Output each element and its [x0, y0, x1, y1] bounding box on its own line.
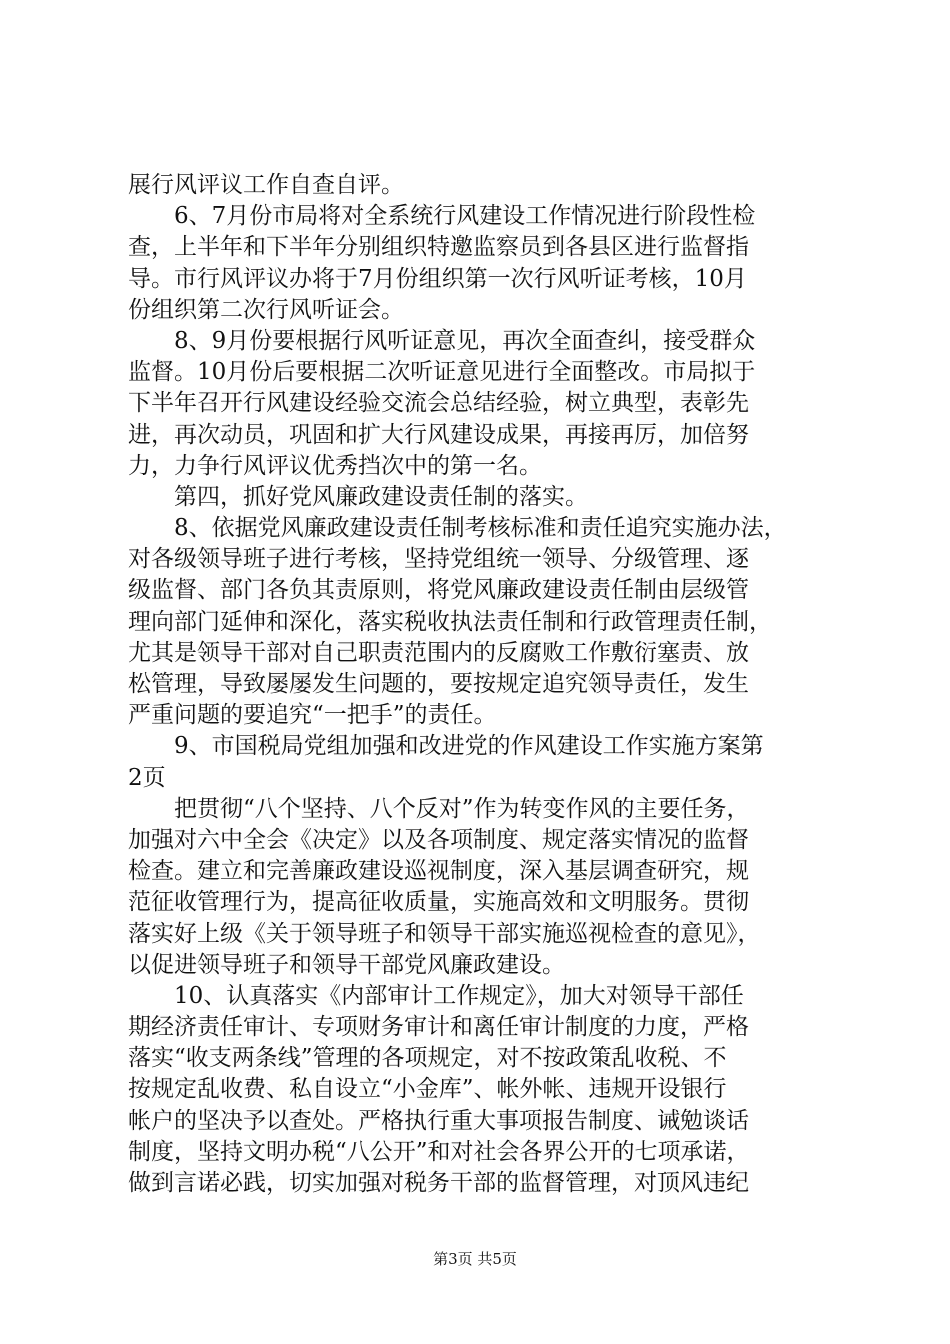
- text-line: 查，上半年和下半年分别组织特邀监察员到各县区进行监督指: [128, 234, 749, 261]
- text-line: 以促进领导班子和领导干部党风廉政建设。: [128, 951, 565, 978]
- text-line: 2页: [128, 764, 166, 791]
- text-line: 检查。建立和完善廉政建设巡视制度，深入基层调查研究，规: [128, 858, 749, 885]
- page-footer: [0, 1249, 950, 1269]
- text-line: 尤其是领导干部对自己职责范围内的反腐败工作敷衍塞责、放: [128, 639, 749, 666]
- text-line: 做到言诺必践，切实加强对税务干部的监督管理，对顶风违纪: [128, 1170, 749, 1196]
- text-line: 导。市行风评议办将于7月份组织第一次行风听证考核，10月: [128, 265, 747, 292]
- text-line: 监督。10月份后要根据二次听证意见进行全面整改。市局拟于: [128, 359, 756, 386]
- text-line: 级监督、部门各负其责原则，将党风廉政建设责任制由层级管: [128, 577, 749, 604]
- text-line: 落实“收支两条线”管理的各项规定，对不按政策乱收税、不: [128, 1045, 727, 1072]
- text-line: 理向部门延伸和深化，落实税收执法责任制和行政管理责任制，: [128, 608, 772, 635]
- text-line: 份组织第二次行风听证会。: [128, 296, 404, 323]
- text-line: 力，力争行风评议优秀挡次中的第一名。: [128, 452, 542, 479]
- page-number-label: 第3页 共5页: [433, 1250, 517, 1268]
- text-line: 严重问题的要追究“一把手”的责任。: [128, 702, 497, 729]
- text-line: 松管理，导致屡屡发生问题的，要按规定追究领导责任，发生: [128, 671, 749, 697]
- text-line: 把贯彻“八个坚持、八个反对”作为转变作风的主要任务，: [174, 795, 750, 822]
- text-line: 9、市国税局党组加强和改进党的作风建设工作实施方案第: [174, 733, 764, 760]
- text-line: 帐户的坚决予以查处。严格执行重大事项报告制度、诫勉谈话: [128, 1107, 749, 1134]
- text-line: 8、9月份要根据行风听证意见，再次全面查纠，接受群众: [174, 327, 756, 354]
- text-line: 制度，坚持文明办税“八公开”和对社会各界公开的七项承诺，: [128, 1138, 750, 1165]
- text-line: 展行风评议工作自查自评。: [128, 172, 404, 198]
- text-line: 期经济责任审计、专项财务审计和离任审计制度的力度，严格: [128, 1014, 749, 1041]
- document-body: [128, 170, 838, 1199]
- text-line: 进，再次动员，巩固和扩大行风建设成果，再接再厉，加倍努: [128, 421, 749, 448]
- text-line: 按规定乱收费、私自设立“小金库”、帐外帐、违规开设银行: [128, 1076, 727, 1103]
- text-line: 对各级领导班子进行考核，坚持党组统一领导、分级管理、逐: [128, 546, 749, 573]
- text-line: 8、依据党风廉政建设责任制考核标准和责任追究实施办法，: [174, 515, 787, 542]
- text-line: 加强对六中全会《决定》以及各项制度、规定落实情况的监督: [128, 826, 749, 853]
- text-line: 6、7月份市局将对全系统行风建设工作情况进行阶段性检: [174, 203, 756, 230]
- section-heading: 第四，抓好党风廉政建设责任制的落实。: [174, 483, 588, 510]
- text-line: 落实好上级《关于领导班子和领导干部实施巡视检查的意见》，: [128, 920, 761, 947]
- text-line: 范征收管理行为，提高征收质量，实施高效和文明服务。贯彻: [128, 889, 749, 916]
- text-line: 下半年召开行风建设经验交流会总结经验，树立典型，表彰先: [128, 390, 749, 417]
- text-line: 10、认真落实《内部审计工作规定》，加大对领导干部任: [174, 982, 744, 1009]
